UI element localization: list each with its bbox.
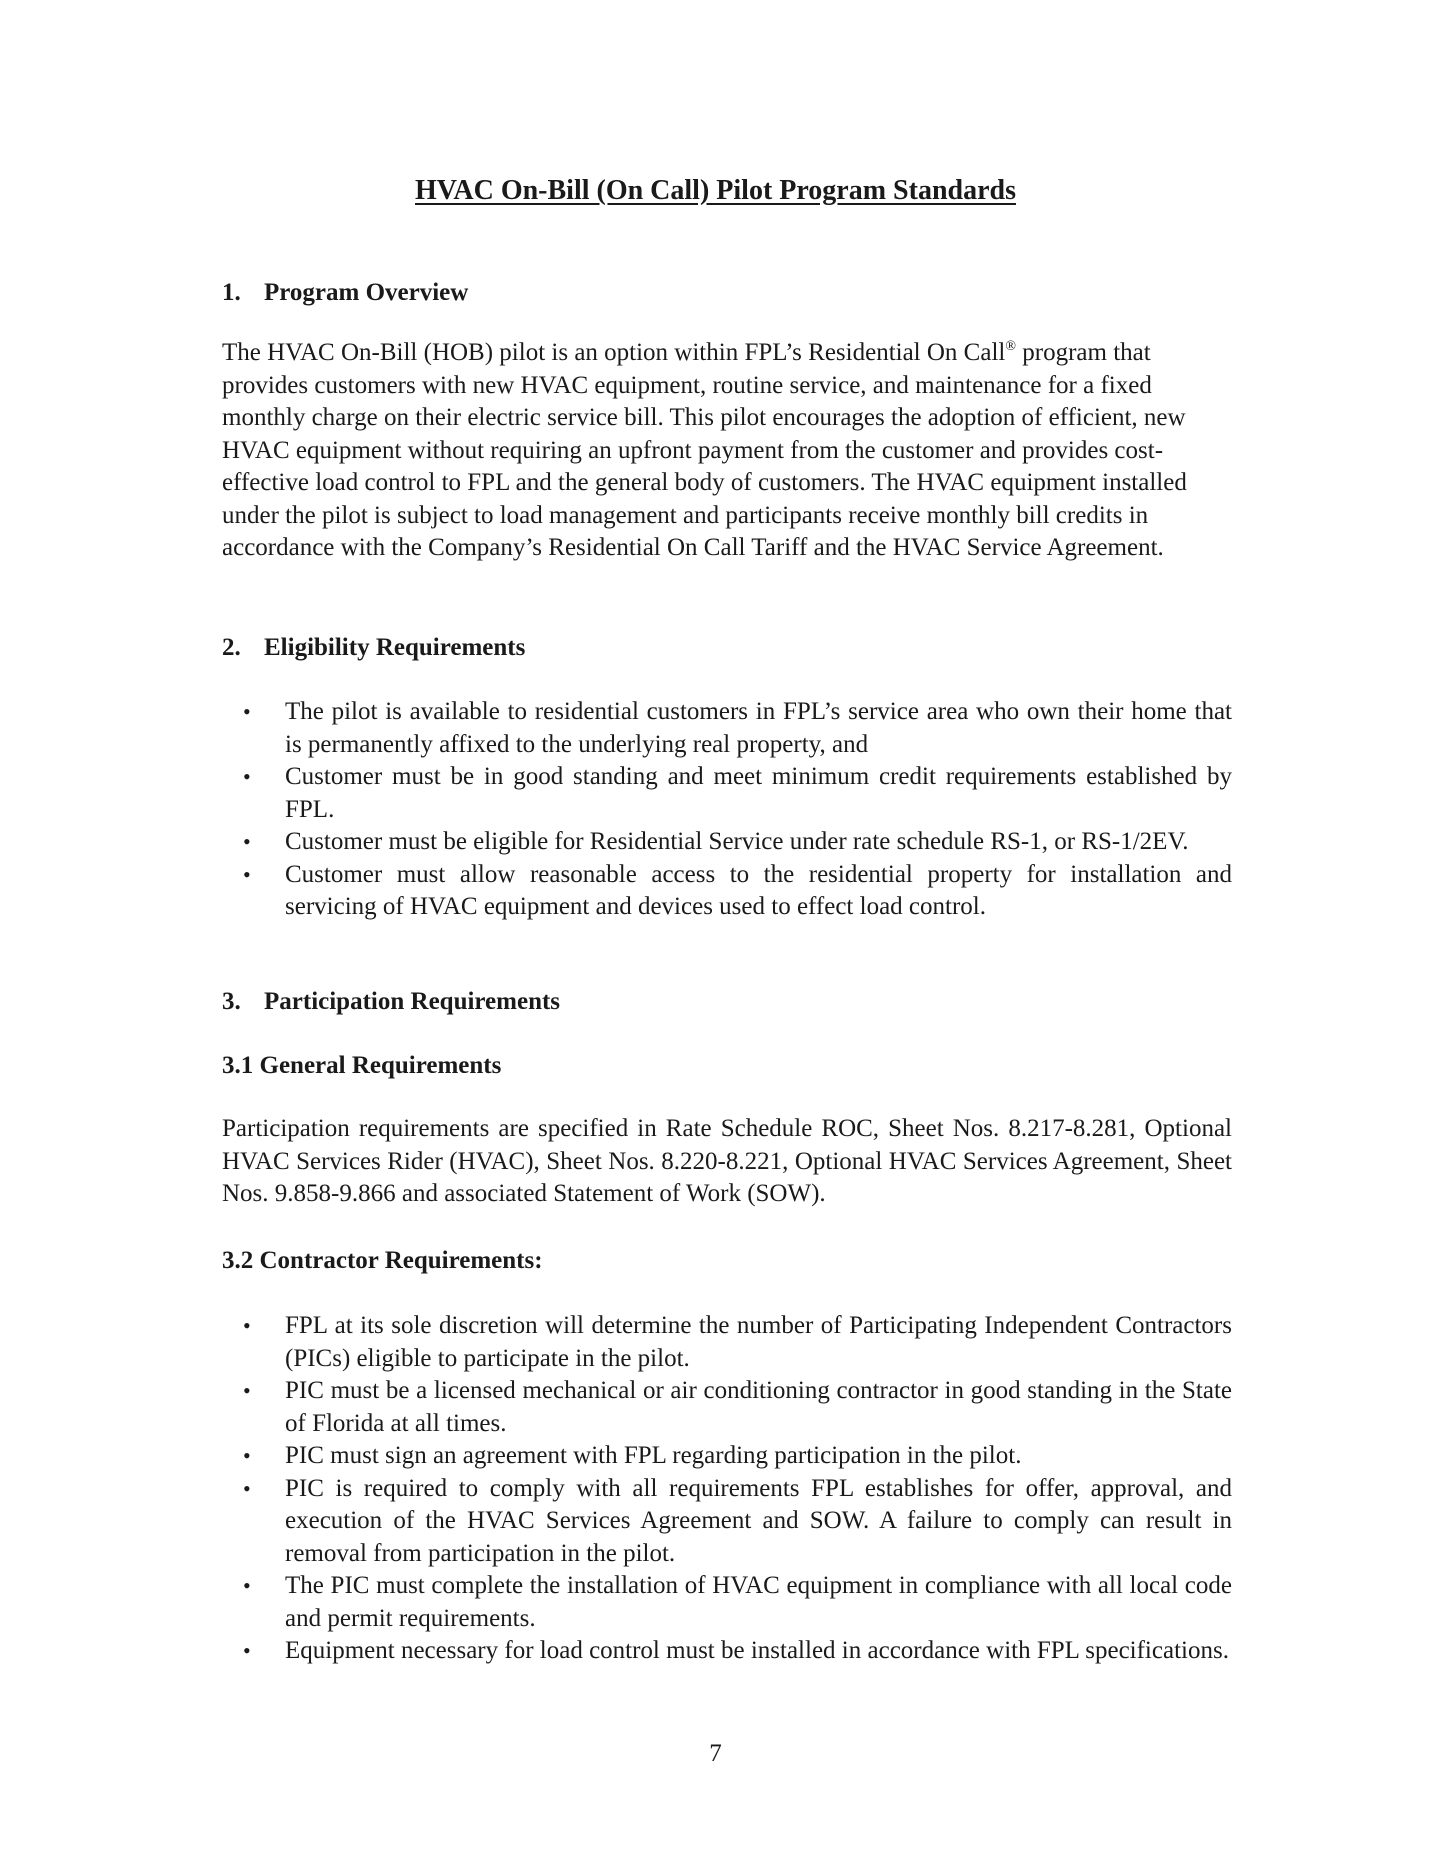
page-number: 7: [709, 1740, 722, 1767]
bullet-icon: •: [243, 829, 251, 854]
section-3-1-heading: 3.1 General Requirements: [222, 1052, 502, 1079]
bullet-icon: •: [243, 1378, 251, 1403]
section-1-title: Program Overview: [264, 279, 469, 306]
bullet-icon: •: [243, 699, 251, 724]
overview-text-rest: program that provides customers with new HVAC equipment, routine service, and maintenance for a fixed monthly charge on their electric service bill. This pilot encourages the adoption of efficient, new HVAC equipment without requiring an upfront payment from the customer and provides cost-effective load control to FPL and the general body of customers. The HVAC equipment installed under the pilot is subject to load management and participants receive monthly bill credits in accordance with the Company’s Residential On Call Tariff and the HVAC Service Agreement.: [222, 339, 1187, 561]
section-3-heading: [222, 986, 560, 1018]
contractor-item: • The PIC must complete the installation of HVAC equipment in compliance with all local code and permit requirements.: [243, 1572, 1232, 1632]
eligibility-item: • Customer must be eligible for Residential Service under rate schedule RS-1, or RS-1/2EV.: [222, 826, 1232, 859]
bullet-icon: •: [243, 764, 251, 789]
bullet-icon: •: [243, 1573, 251, 1598]
program-overview-paragraph: [222, 337, 1232, 565]
section-2-number: 2.: [222, 634, 241, 661]
section-3-number: 3.: [222, 988, 241, 1015]
section-2-title: Eligibility Requirements: [264, 634, 526, 661]
bullet-icon: •: [243, 1313, 251, 1338]
section-2-heading: [222, 632, 525, 664]
section-1-number: 1.: [222, 279, 241, 306]
contractor-requirements-list: [222, 1310, 1232, 1668]
document-title: HVAC On-Bill (On Call) Pilot Program Standards: [414, 175, 1016, 206]
bullet-icon: •: [243, 1638, 251, 1663]
eligibility-item: • Customer must allow reasonable access to the residential property for installation and servicing of HVAC equipment and devices used to effect load control.: [243, 860, 1232, 920]
bullet-icon: •: [243, 861, 251, 887]
contractor-item: • PIC must sign an agreement with FPL regarding participation in the pilot.: [222, 1440, 1232, 1473]
contractor-item: • FPL at its sole discretion will determine the number of Participating Independent Contractors (PICs) eligible to participate in the pilot.: [243, 1312, 1232, 1372]
eligibility-item: • The pilot is available to residential customers in FPL’s service area who own their home that is permanently affixed to the underlying real property, and: [243, 698, 1232, 758]
contractor-item: • Equipment necessary for load control must be installed in accordance with FPL specifications.: [222, 1635, 1232, 1668]
general-requirements-paragraph: Participation requirements are specified in Rate Schedule ROC, Sheet Nos. 8.217-8.281, Optional HVAC Services Rider (HVAC), Sheet Nos. 8.220-8.221, Optional HVAC Services Agreement, Sheet Nos. 9.858-9.866 and associated Statement of Work (SOW).: [222, 1115, 1232, 1207]
bullet-icon: •: [243, 1475, 251, 1501]
section-3-title: Participation Requirements: [264, 988, 561, 1015]
registered-mark: ®: [1005, 339, 1016, 354]
eligibility-item: • Customer must be in good standing and meet minimum credit requirements established by FPL.: [243, 763, 1232, 823]
contractor-item: • PIC is required to comply with all requirements FPL establishes for offer, approval, and execution of the HVAC Services Agreement and SOW. A failure to comply can result in removal from participation in the pilot.: [243, 1474, 1232, 1567]
section-1-heading: [222, 277, 468, 309]
eligibility-list: [222, 696, 1232, 924]
overview-text-start: The HVAC On-Bill (HOB) pilot is an option within FPL’s Residential On Call: [222, 339, 1006, 366]
contractor-item: • PIC must be a licensed mechanical or air conditioning contractor in good standing in the State of Florida at all times.: [243, 1377, 1232, 1437]
section-3-2-heading: 3.2 Contractor Requirements:: [222, 1247, 543, 1274]
bullet-icon: •: [243, 1443, 251, 1468]
